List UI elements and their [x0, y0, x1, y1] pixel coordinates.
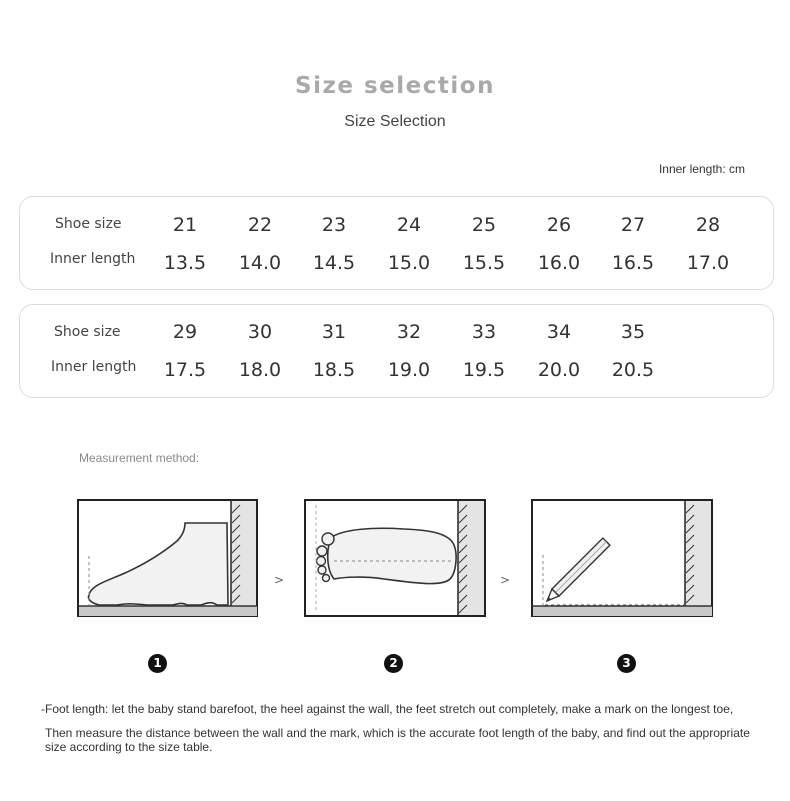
inner-length-cell: 15.5 [462, 252, 506, 274]
shoe-size-cell: 29 [172, 321, 198, 343]
inner-length-cell: 20.0 [537, 359, 581, 381]
shoe-size-cell: 28 [695, 214, 721, 236]
inner-length-label: Inner length [50, 251, 136, 267]
inner-length-cell: 14.5 [312, 252, 356, 274]
size-table-1 [19, 196, 774, 290]
inner-length-cell: 20.5 [611, 359, 655, 381]
arrow-icon: > [274, 573, 285, 587]
shoe-size-cell: 21 [172, 214, 198, 236]
inner-length-cell: 17.0 [686, 252, 730, 274]
inner-length-cell: 15.0 [387, 252, 431, 274]
shoe-size-cell: 30 [247, 321, 273, 343]
inner-length-row [20, 359, 773, 381]
shoe-size-cell: 26 [546, 214, 572, 236]
shoe-size-cell: 31 [321, 321, 347, 343]
page-subtitle: Size Selection [344, 113, 446, 130]
shoe-size-label: Shoe size [55, 216, 122, 232]
heel-against-wall-icon [77, 499, 258, 617]
measurement-method-label: Measurement method: [79, 451, 200, 465]
inner-length-cell: 14.0 [238, 252, 282, 274]
inner-length-cell: 18.0 [238, 359, 282, 381]
shoe-size-cell: 32 [396, 321, 422, 343]
step-number-2: 2 [384, 654, 403, 673]
shoe-size-row [20, 321, 773, 343]
inner-length-cell: 18.5 [312, 359, 356, 381]
shoe-size-cell: 35 [620, 321, 646, 343]
inner-length-cell: 17.5 [163, 359, 207, 381]
inner-length-row [20, 252, 773, 274]
step-number-3: 3 [617, 654, 636, 673]
inner-length-cell: 19.5 [462, 359, 506, 381]
inner-length-label: Inner length [51, 359, 137, 375]
inner-length-cell: 16.5 [611, 252, 655, 274]
page-title: Size selection [295, 73, 495, 99]
shoe-size-cell: 23 [321, 214, 347, 236]
step-number-1: 1 [148, 654, 167, 673]
shoe-size-cell: 22 [247, 214, 273, 236]
shoe-size-cell: 34 [546, 321, 572, 343]
instruction-line-2: Then measure the distance between the wall and the mark, which is the accurate foot length of the baby, and find out the appropriate size according to the size table. [45, 726, 750, 754]
instruction-line-1: -Foot length: let the baby stand barefoot, the heel against the wall, the feet stretch out completely, make a mark on the longest toe, [41, 702, 734, 716]
inner-length-cell: 13.5 [163, 252, 207, 274]
inner-length-cell: 19.0 [387, 359, 431, 381]
pencil-mark-icon [531, 499, 712, 617]
shoe-size-cell: 24 [396, 214, 422, 236]
unit-note: Inner length: cm [658, 162, 745, 176]
foot-top-view-icon [304, 499, 485, 617]
shoe-size-row [20, 214, 773, 236]
arrow-icon: > [500, 573, 511, 587]
shoe-size-cell: 27 [620, 214, 646, 236]
shoe-size-cell: 33 [471, 321, 497, 343]
shoe-size-cell: 25 [471, 214, 497, 236]
inner-length-cell: 16.0 [537, 252, 581, 274]
shoe-size-label: Shoe size [54, 324, 121, 340]
size-table-2 [19, 304, 774, 398]
